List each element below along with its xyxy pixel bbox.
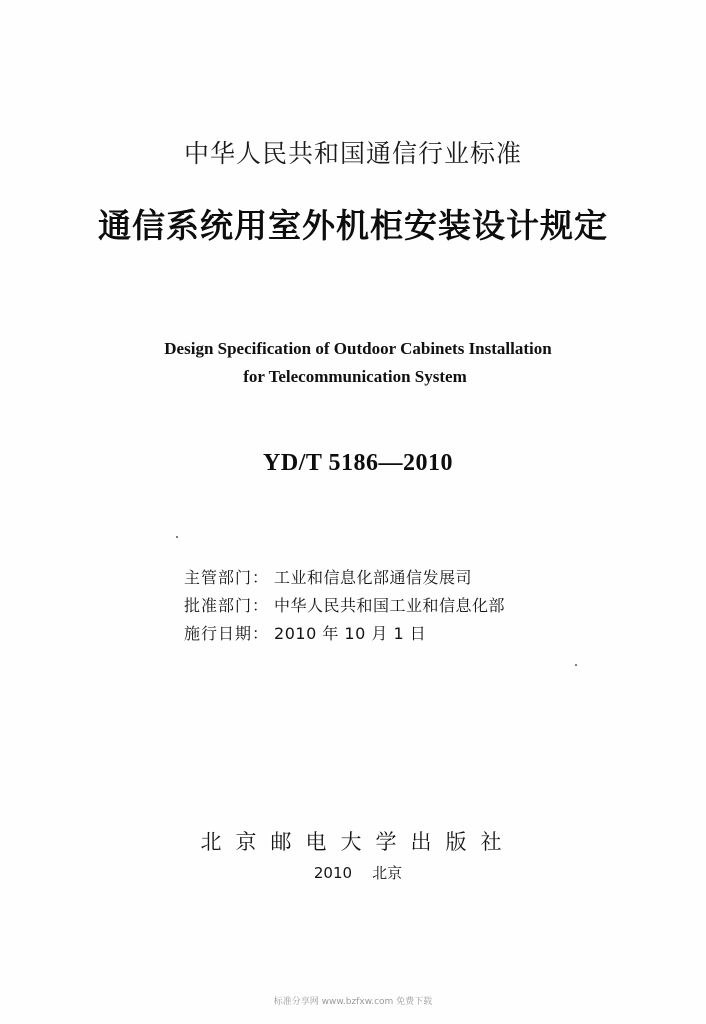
- english-title-line-1: Design Specification of Outdoor Cabinets Installation: [164, 339, 552, 358]
- info-value: 工业和信息化部通信发展司: [274, 568, 473, 587]
- info-row-department: [184, 564, 505, 592]
- approval-info-block: [184, 564, 505, 648]
- scan-speck: [176, 536, 178, 538]
- info-separator: ：: [252, 624, 269, 643]
- publication-city: 北京: [372, 864, 403, 882]
- info-label: 主管部门: [184, 568, 253, 587]
- info-label: 施行日期: [184, 624, 253, 643]
- publisher-name: 北京邮电大学出版社: [200, 830, 516, 854]
- standard-category-heading: 中华人民共和国通信行业标准: [183, 139, 522, 168]
- publication-line: [0, 862, 706, 883]
- english-title-line-2: for Telecommunication System: [243, 367, 467, 386]
- info-value: 2010 年 10 月 1 日: [274, 624, 427, 643]
- info-separator: ：: [252, 568, 269, 587]
- watermark-text: 标准分享网 www.bzfxw.com 免费下载: [273, 997, 433, 1007]
- info-row-effective-date: [184, 620, 505, 648]
- scan-speck: [575, 664, 577, 666]
- publication-year: 2010: [313, 864, 353, 882]
- info-label: 批准部门: [184, 596, 253, 615]
- chinese-title: 通信系统用室外机柜安装设计规定: [98, 206, 608, 245]
- info-separator: ：: [252, 596, 269, 615]
- info-value: 中华人民共和国工业和信息化部: [274, 596, 506, 615]
- info-row-approver: [184, 592, 505, 620]
- standard-number: YD/T 5186—2010: [263, 450, 453, 476]
